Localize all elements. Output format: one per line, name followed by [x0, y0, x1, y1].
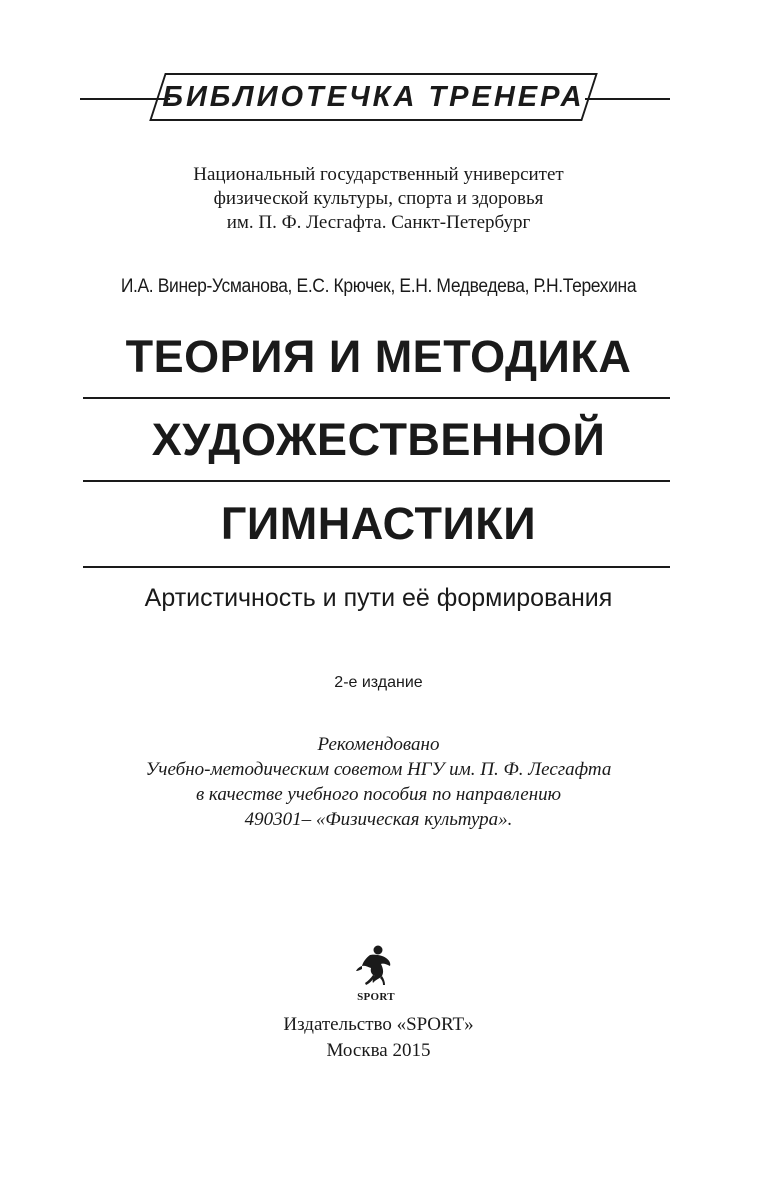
institution-block [0, 163, 757, 235]
discus-thrower-icon [348, 943, 404, 1005]
recommendation-line: 490301– «Физическая культура». [244, 809, 513, 830]
institution-line: Национальный государственный университет [193, 164, 564, 185]
edition-label: 2-е издание [334, 674, 423, 691]
publisher-name: Издательство «SPORT» [283, 1014, 474, 1035]
publisher-block [0, 1012, 757, 1064]
title-rule [83, 480, 670, 482]
authors-line: И.А. Винер-Усманова, Е.С. Крючек, Е.Н. Медведева, Р.Н.Терехина [120, 276, 637, 297]
book-title-line-1: ТЕОРИЯ И МЕТОДИКА [125, 331, 632, 382]
logo-text: SPORT [357, 991, 395, 1003]
title-rule [83, 397, 670, 399]
institution-line: им. П. Ф. Лесгафта. Санкт-Петербург [226, 212, 531, 233]
institution-line: физической культуры, спорта и здоровья [213, 188, 544, 209]
publisher-city-year: Москва 2015 [326, 1040, 431, 1061]
series-rule-right [585, 98, 670, 100]
book-title-line-2: ХУДОЖЕСТВЕННОЙ [151, 414, 606, 465]
recommendation-line: Рекомендовано [317, 734, 440, 755]
recommendation-line: в качестве учебного пособия по направлению [195, 784, 562, 805]
recommendation-line: Учебно-методическим советом НГУ им. П. Ф. Лесгафта [145, 759, 612, 780]
book-title-line-3: ГИМНАСТИКИ [220, 498, 537, 549]
recommendation-block [0, 732, 757, 832]
book-subtitle: Артистичность и пути её формирования [144, 584, 613, 612]
title-rule [83, 566, 670, 568]
series-label: БИБЛИОТЕЧКА ТРЕНЕРА [162, 81, 585, 113]
